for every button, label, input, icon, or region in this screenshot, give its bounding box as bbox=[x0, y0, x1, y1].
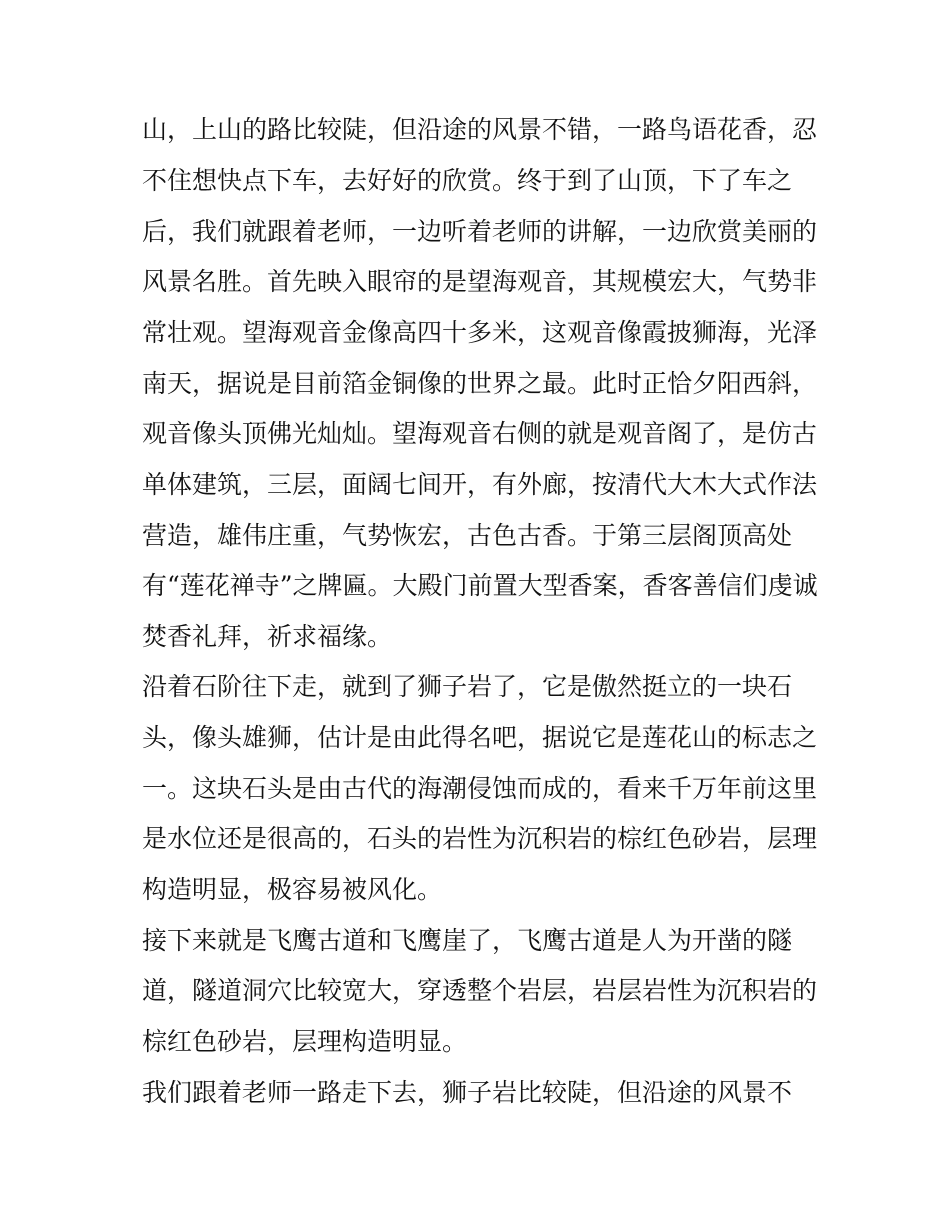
text-line: 沿着石阶往下走，就到了狮子岩了，它是傲然挺立的一块石 bbox=[142, 672, 793, 701]
text-line: 后，我们就跟着老师，一边听着老师的讲解，一边欣赏美丽的 bbox=[142, 217, 818, 246]
text-line: 山，上山的路比较陡，但沿途的风景不错，一路鸟语花香，忍 bbox=[142, 115, 818, 144]
text-line: 棕红色砂岩，层理构造明显。 bbox=[142, 1027, 468, 1056]
text-line: 营造，雄伟庄重，气势恢宏，古色古香。于第三层阁顶高处 bbox=[142, 521, 793, 550]
text-line: 观音像头顶佛光灿灿。望海观音右侧的就是观音阁了，是仿古 bbox=[142, 419, 818, 448]
text-line: 单体建筑，三层，面阔七间开，有外廊，按清代大木大式作法 bbox=[142, 470, 818, 499]
text-line: 一。这块石头是由古代的海潮侵蚀而成的，看来千万年前这里 bbox=[142, 774, 818, 803]
text-line: 构造明显，极容易被风化。 bbox=[142, 875, 443, 904]
text-line: 常壮观。望海观音金像高四十多米，这观音像霞披狮海，光泽 bbox=[142, 318, 818, 347]
text-line: 不住想快点下车，去好好的欣赏。终于到了山顶，下了车之 bbox=[142, 166, 793, 195]
text-line: 道，隧道洞穴比较宽大，穿透整个岩层，岩层岩性为沉积岩的 bbox=[142, 976, 818, 1005]
text-line: 焚香礼拜，祈求福缘。 bbox=[142, 622, 393, 651]
text-line: 风景名胜。首先映入眼帘的是望海观音，其规模宏大，气势非 bbox=[142, 267, 818, 296]
text-line: 有“莲花禅寺”之牌匾。大殿门前置大型香案，香客善信们虔诚 bbox=[142, 571, 818, 600]
text-line: 南天，据说是目前箔金铜像的世界之最。此时正恰夕阳西斜， bbox=[142, 369, 818, 398]
text-line: 我们跟着老师一路走下去，狮子岩比较陡，但沿途的风景不 bbox=[142, 1078, 793, 1107]
text-line: 是水位还是很高的，石头的岩性为沉积岩的棕红色砂岩，层理 bbox=[142, 824, 818, 853]
text-line: 头，像头雄狮，估计是由此得名吧，据说它是莲花山的标志之 bbox=[142, 723, 818, 752]
text-line: 接下来就是飞鹰古道和飞鹰崖了，飞鹰古道是人为开凿的隧 bbox=[142, 926, 793, 955]
